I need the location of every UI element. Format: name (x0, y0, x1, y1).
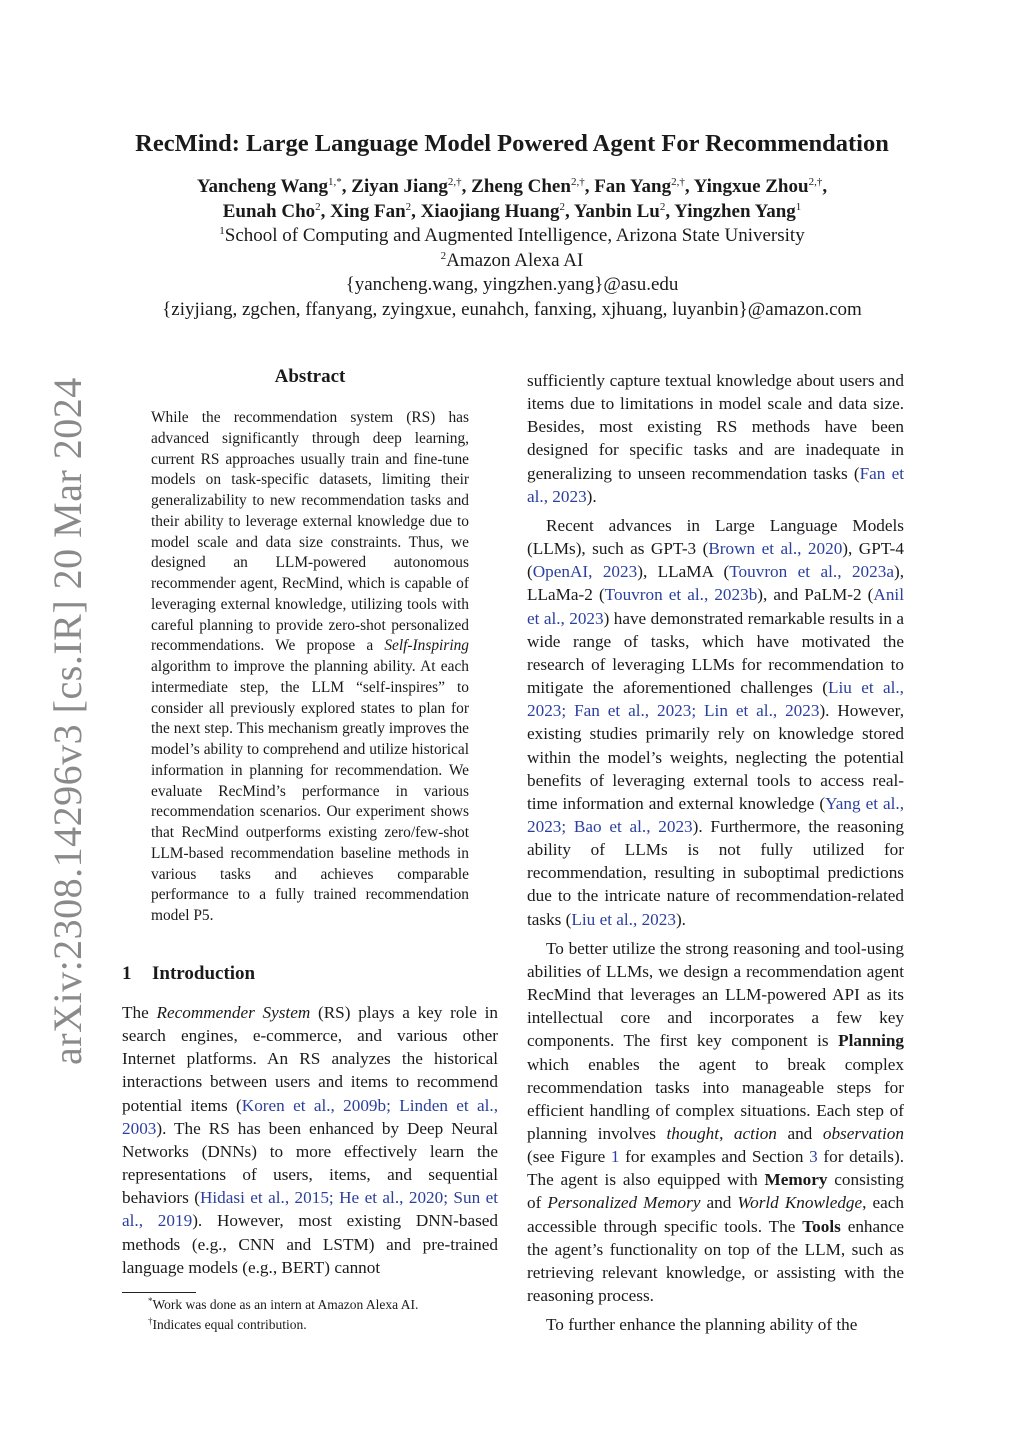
citation-link[interactable]: Liu et al., 2023; Fan et al., 2023; Lin et al., 2023 (527, 678, 904, 721)
citation-link[interactable]: OpenAI, 2023 (532, 562, 638, 582)
paragraph: To better utilize the strong reasoning and tool-using abilities of LLMs, we design a recommendation agent RecMind that leverages an LLM-powered API as its intellectual core and incorporates a few key components. The first key component is Planning which enables the agent to break complex recommendation tasks into manageable steps for efficient handling of complex situations. Each step of planning involves thought, action and observation (see Figure 1 for examples and Section 3 for details). The agent is also equipped with Memory consisting of Personalized Memory and World Knowledge, each accessible through specific tools. The Tools enhance the agent’s functionality on top of the LLM, such as retrieving relevant knowledge, or assisting with the reasoning process. (527, 938, 904, 1306)
figure-ref-link[interactable]: 1 (610, 1147, 620, 1167)
citation-link[interactable]: Koren et al., 2009b; Linden et al., 2003 (122, 1095, 498, 1138)
affiliation-1: $^1$School of Computing and Augmented Intelligence, Arizona State University (219, 225, 805, 246)
email-asu[interactable]: {yancheng.wang, yingzhen.yang}@asu.edu (345, 274, 679, 295)
email-amazon[interactable]: {ziyjiang, zgchen, ffanyang, zyingxue, eunahch, fanxing, xjhuang, luyanbin}@amazon.com (162, 298, 862, 320)
citation-link[interactable]: Fan et al., 2023 (527, 463, 904, 506)
author: Ziyan Jiang (351, 176, 448, 197)
paragraph: Recent advances in Large Language Models (LLMs), such as GPT-3 (Brown et al., 2020), GPT-4 (OpenAI, 2023), LLaMA (Touvron et al., 2023a), LLaMa-2 (Touvron et al., 2023b), and PaLM-2 (Anil et al., 2023) have demonstrated remarkable results in a wide range of tasks, which have motivated the research of leveraging LLMs for recommendation to mitigate the aforementioned challenges (Liu et al., 2023; Fan et al., 2023; Lin et al., 2023). However, existing studies primarily rely on knowledge stored within the model’s weights, neglecting the potential benefits of leveraging external tools to access real-time information and external knowledge (Yang et al., 2023; Bao et al., 2023). Furthermore, the reasoning ability of LLMs is not fully utilized for recommendation, resulting in suboptimal predictions due to the intricate nature of recommendation-related tasks (Liu et al., 2023). (527, 515, 904, 929)
author: Yingzhen Yang (674, 201, 796, 222)
citation-link[interactable]: Hidasi et al., 2015; He et al., 2020; Sun et al., 2019 (122, 1188, 499, 1231)
abstract-body: While the recommendation system (RS) has advanced significantly through deep learning, current RS approaches usually train and fine-tune models on task-specific datasets, limiting their generalizability to new recommendation tasks and their ability to leverage external knowledge due to model scale and data size constraints. Thus, we designed an LLM-powered autonomous recommender agent, RecMind, which is capable of leveraging external knowledge, utilizing tools with careful planning to provide zero-shot personalized recommendations. We propose a Self-Inspiring algorithm to improve the planning ability. At each intermediate step, the LLM “self-inspires” to consider all previously explored states to plan for the next step. This mechanism greatly improves the model’s ability to comprehend and utilize historical information in planning for recommendation. We evaluate RecMind’s performance in various recommendation scenarios. Our experiment shows that RecMind outperforms existing zero/few-shot LLM-based recommendation baseline methods in various tasks and achieves comparable performance to a fully trained recommendation model P5. (151, 409, 469, 924)
arxiv-identifier: arXiv:2308.14296v3 [cs.IR] 20 Mar 2024 (45, 377, 90, 1065)
citation-link[interactable]: Brown et al., 2020 (708, 539, 843, 559)
citation-link[interactable]: Touvron et al., 2023a (729, 562, 894, 582)
author: Xing Fan (330, 201, 406, 222)
introduction-paragraph: The Recommender System (RS) plays a key role in search engines, e-commerce, and various other Internet platforms. An RS analyzes the historical interactions between users and items to recommend potential items (Koren et al., 2009b; Linden et al., 2003). The RS has been enhanced by Deep Neural Networks (DNNs) to more effectively learn the representations of users, items, and sequential behaviors (Hidasi et al., 2015; He et al., 2020; Sun et al., 2019). However, most existing DNN-based methods (e.g., CNN and LSTM) and pre-trained language models (e.g., BERT) cannot (122, 1003, 499, 1277)
citation-link[interactable]: Liu et al., 2023 (571, 909, 676, 929)
affiliation-2: $^2$Amazon Alexa AI (440, 249, 584, 271)
footnote: *Work was done as an intern at Amazon Alexa AI. (148, 1296, 419, 1312)
author: Zheng Chen (471, 176, 571, 197)
paper-title: RecMind: Large Language Model Powered Agent For Recommendation (135, 130, 889, 157)
author: Yancheng Wang (196, 176, 329, 197)
author-line-2: Eunah Cho$^2$, Xing Fan$^2$, Xiaojiang Huang$^2$, Yanbin Lu$^2$, Yingzhen Yang$^1$ (222, 201, 802, 222)
paragraph: sufficiently capture textual knowledge about users and items due to limitations in model scale and data size. Besides, most existing RS methods have been designed for specific tasks and are inadequate in generalizing to unseen recommendation tasks (Fan et al., 2023). (527, 371, 904, 506)
author: Xiaojiang Huang (420, 201, 560, 222)
author: Fan Yang (594, 176, 672, 197)
author-list (100, 174, 924, 224)
citation-link[interactable]: Touvron et al., 2023b (604, 585, 758, 605)
footnote: †Indicates equal contribution. (148, 1316, 307, 1332)
footnote-rule (122, 1292, 196, 1293)
author: Eunah Cho (222, 201, 316, 222)
citation-link[interactable]: Yang et al., 2023; Bao et al., 2023 (527, 793, 904, 836)
section-ref-link[interactable]: 3 (809, 1147, 818, 1167)
author: Yingxue Zhou (693, 176, 809, 197)
footnotes (122, 1295, 498, 1335)
paper-header (100, 128, 924, 322)
section-heading-introduction: 1 Introduction (122, 963, 256, 984)
author-line-1: Yancheng Wang$^{1,*}$, Ziyan Jiang$^{2,\dagger}$, Zheng Chen$^{2,\dagger}$, Fan Yang$^{2,\dagger}$, Yingxue Zhou$^{2,\dagger}$, (196, 176, 828, 197)
abstract-heading: Abstract (274, 366, 346, 387)
citation-link[interactable]: Anil et al., 2023 (527, 585, 904, 628)
paragraph: To further enhance the planning ability of the (546, 1315, 858, 1335)
author: Yanbin Lu (573, 201, 660, 222)
right-column (527, 369, 904, 1342)
